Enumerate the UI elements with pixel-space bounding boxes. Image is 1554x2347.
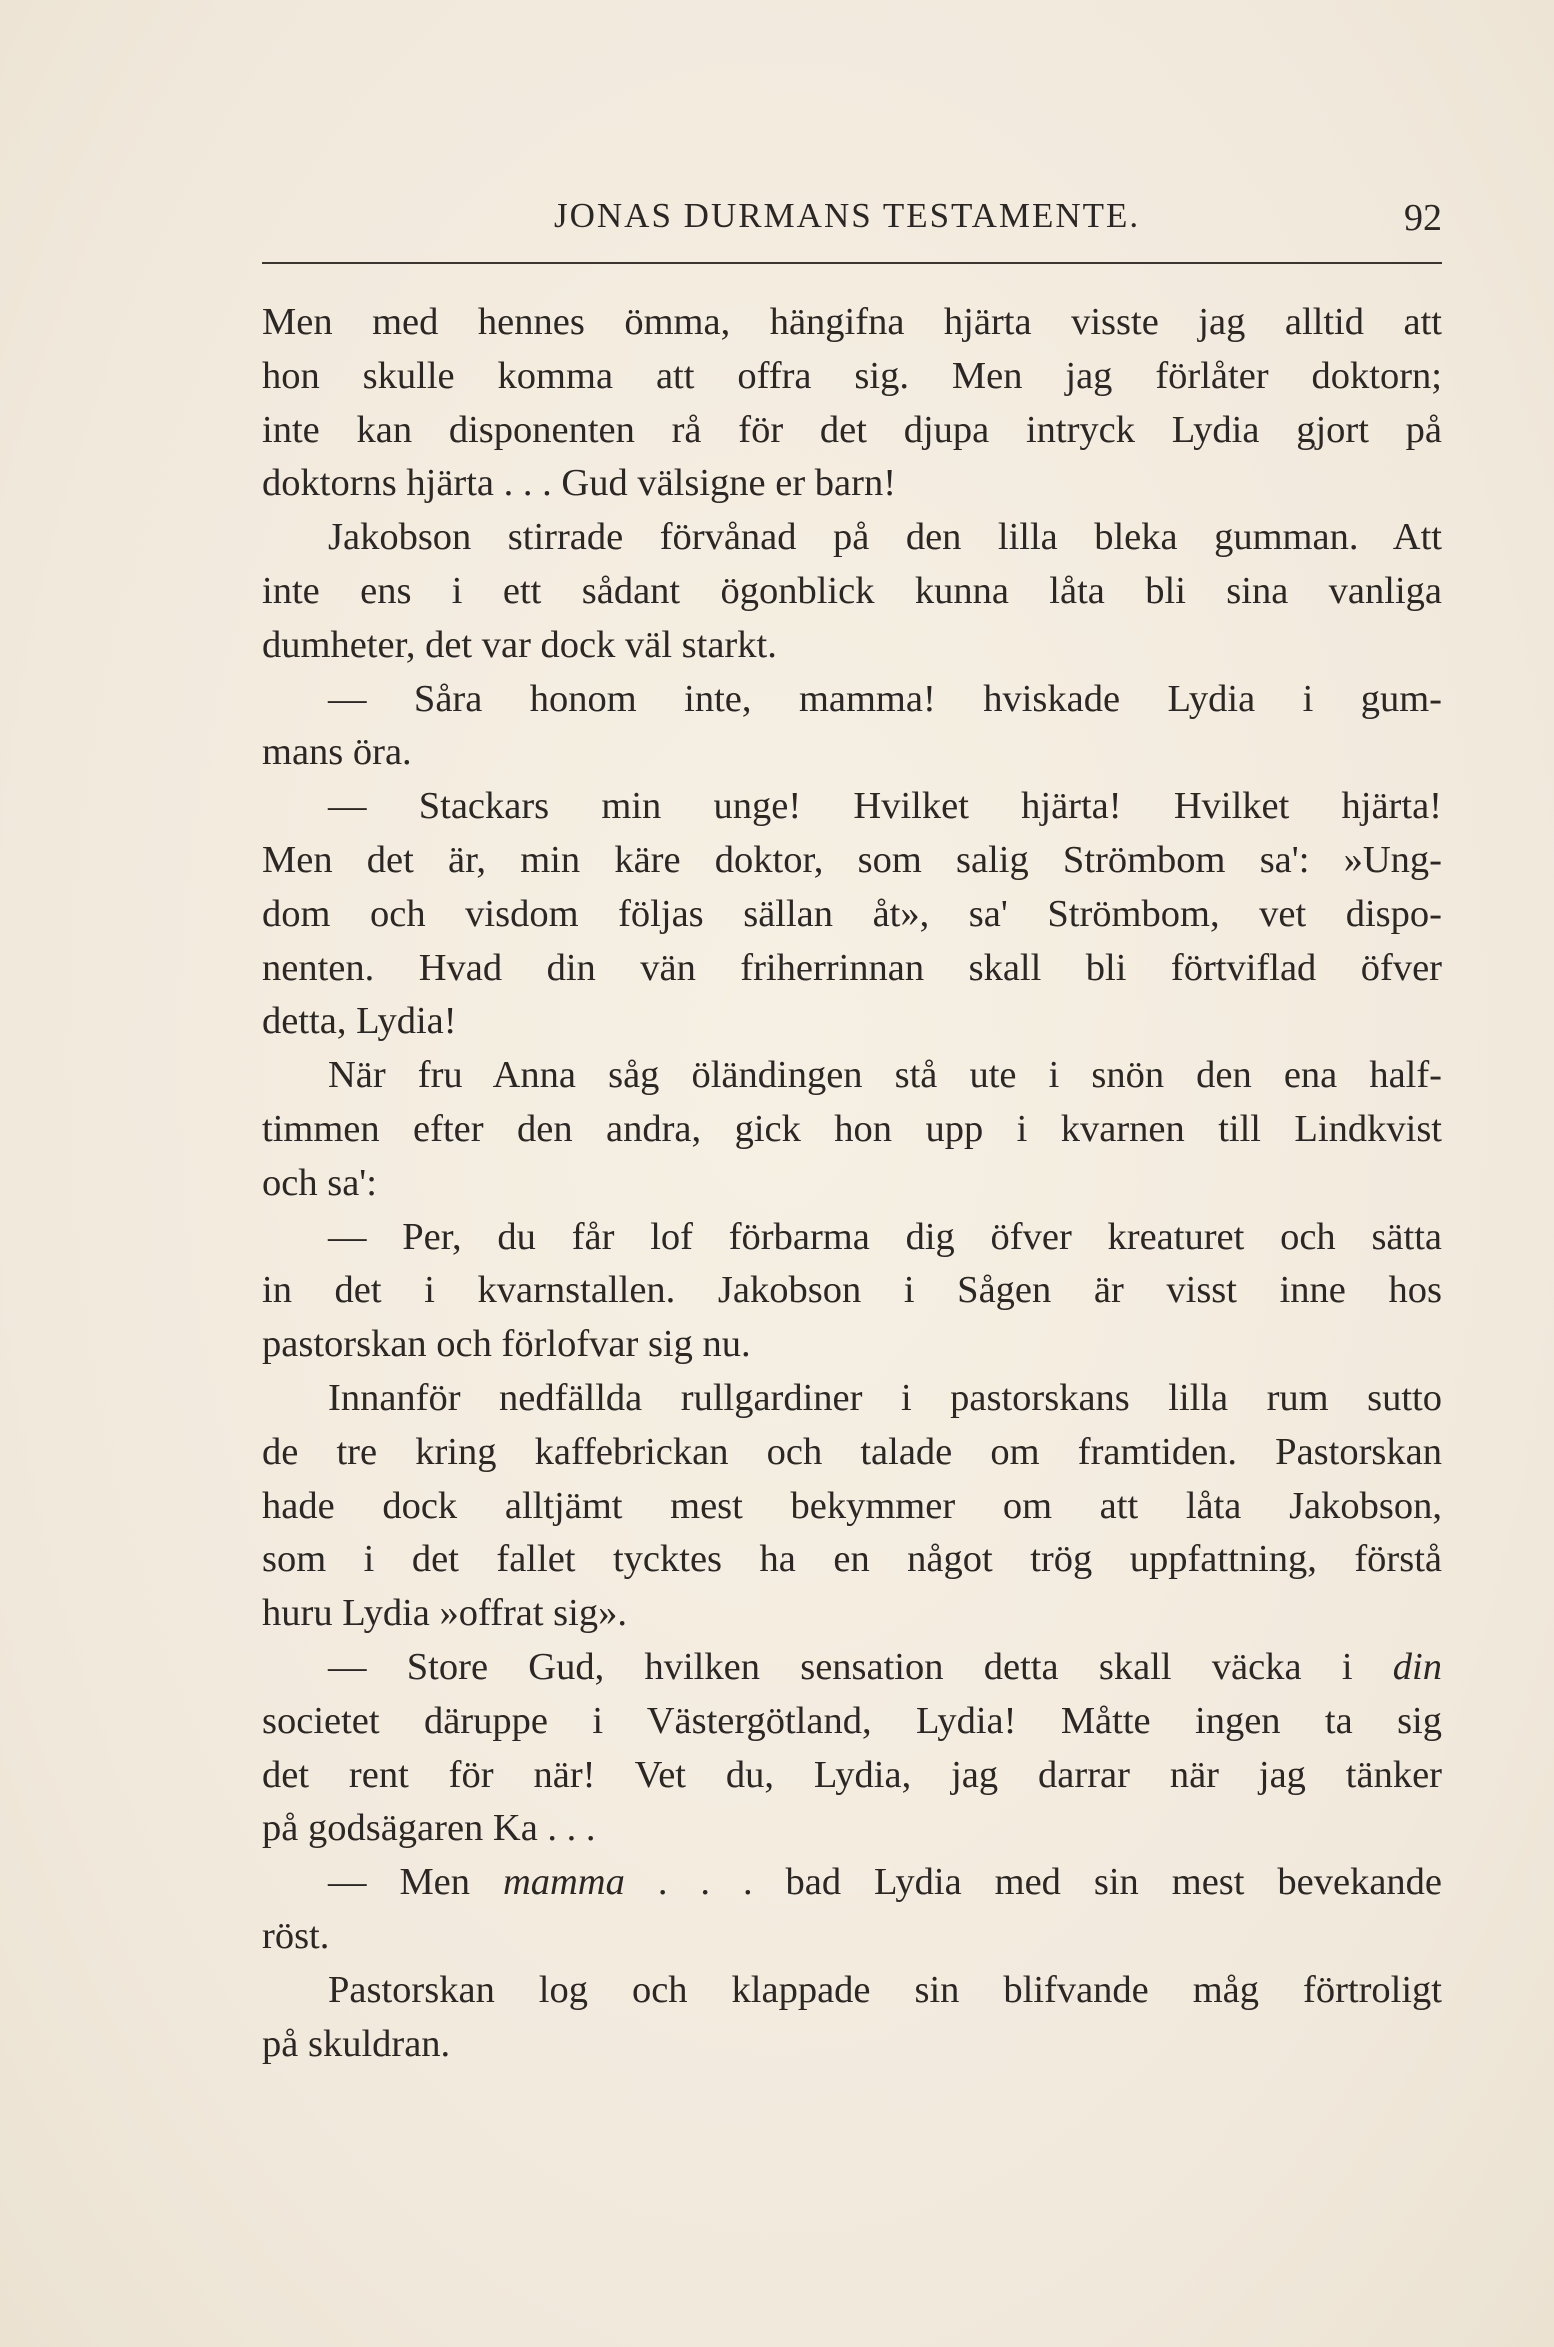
text-line: Jakobson stirrade förvånad på den lilla bleka gumman. Att — [328, 516, 1442, 559]
running-title: JONAS DURMANS TESTAMENTE. — [554, 196, 1141, 235]
text-line — [262, 1856, 1442, 1910]
text-run: . . . bad Lydia med sin mest bevekande — [624, 1861, 1442, 1904]
text-line: nenten. Hvad din vän friherrinnan skall bli förtviflad öfver — [262, 946, 1442, 989]
text-line: — Stackars min unge! Hvilket hjärta! Hvilket hjärta! — [328, 785, 1442, 828]
text-line: det rent för när! Vet du, Lydia, jag darrar när jag tänker — [262, 1753, 1442, 1796]
text-line: detta, Lydia! — [262, 1000, 457, 1043]
text-line: huru Lydia »offrat sig». — [262, 1592, 627, 1635]
text-line: societet däruppe i Västergötland, Lydia! Måtte ingen ta sig — [262, 1699, 1442, 1742]
text-line: mans öra. — [262, 731, 412, 774]
text-line: Pastorskan log och klappade sin blifvande måg förtroligt — [328, 1968, 1442, 2011]
body-text — [262, 296, 1442, 2071]
text-line: dumheter, det var dock väl starkt. — [262, 623, 777, 666]
text-line: på skuldran. — [262, 2022, 451, 2065]
text-line: dom och visdom följas sällan åt», sa' Strömbom, vet dispo- — [262, 892, 1442, 935]
header-rule — [262, 262, 1442, 264]
text-line: Men med hennes ömma, hängifna hjärta visste jag alltid att — [262, 301, 1442, 343]
text-line: inte ens i ett sådant ögonblick kunna låta bli sina vanliga — [262, 569, 1442, 612]
page-number: 92 — [1404, 197, 1442, 239]
text-line: de tre kring kaffebrickan och talade om framtiden. Pastorskan — [262, 1430, 1442, 1473]
text-line: inte kan disponenten rå för det djupa intryck Lydia gjort på — [262, 408, 1442, 451]
text-run: — Men — [328, 1861, 503, 1904]
text-line: doktorns hjärta . . . Gud välsigne er barn! — [262, 462, 897, 505]
italic-run: din — [1392, 1645, 1442, 1688]
text-line: Men det är, min käre doktor, som salig Strömbom sa': »Ung- — [262, 838, 1442, 881]
text-line — [262, 1641, 1442, 1695]
text-line: När fru Anna såg öländingen stå ute i snön den ena half- — [328, 1054, 1442, 1097]
text-line: — Per, du får lof förbarma dig öfver kreaturet och sätta — [328, 1215, 1442, 1258]
text-line: röst. — [262, 1914, 330, 1957]
text-line: som i det fallet tycktes ha en något trög uppfattning, förstå — [262, 1538, 1442, 1581]
text-run: — Store Gud, hvilken sensation detta skall väcka i — [328, 1645, 1393, 1688]
text-line: på godsägaren Ka . . . — [262, 1807, 596, 1850]
italic-run: mamma — [502, 1861, 625, 1904]
text-line: hade dock alltjämt mest bekymmer om att låta Jakobson, — [262, 1484, 1442, 1527]
text-line: in det i kvarnstallen. Jakobson i Sågen är visst inne hos — [262, 1269, 1442, 1312]
page-header — [262, 196, 1442, 256]
text-line: pastorskan och förlofvar sig nu. — [262, 1323, 751, 1366]
text-line: timmen efter den andra, gick hon upp i kvarnen till Lindkvist — [262, 1107, 1442, 1150]
text-line: — Såra honom inte, mamma! hviskade Lydia i gum- — [328, 677, 1442, 720]
text-line: Innanför nedfällda rullgardiner i pastorskans lilla rum sutto — [328, 1376, 1442, 1419]
text-line: och sa': — [262, 1161, 377, 1204]
text-line: hon skulle komma att offra sig. Men jag förlåter doktorn; — [262, 354, 1442, 397]
